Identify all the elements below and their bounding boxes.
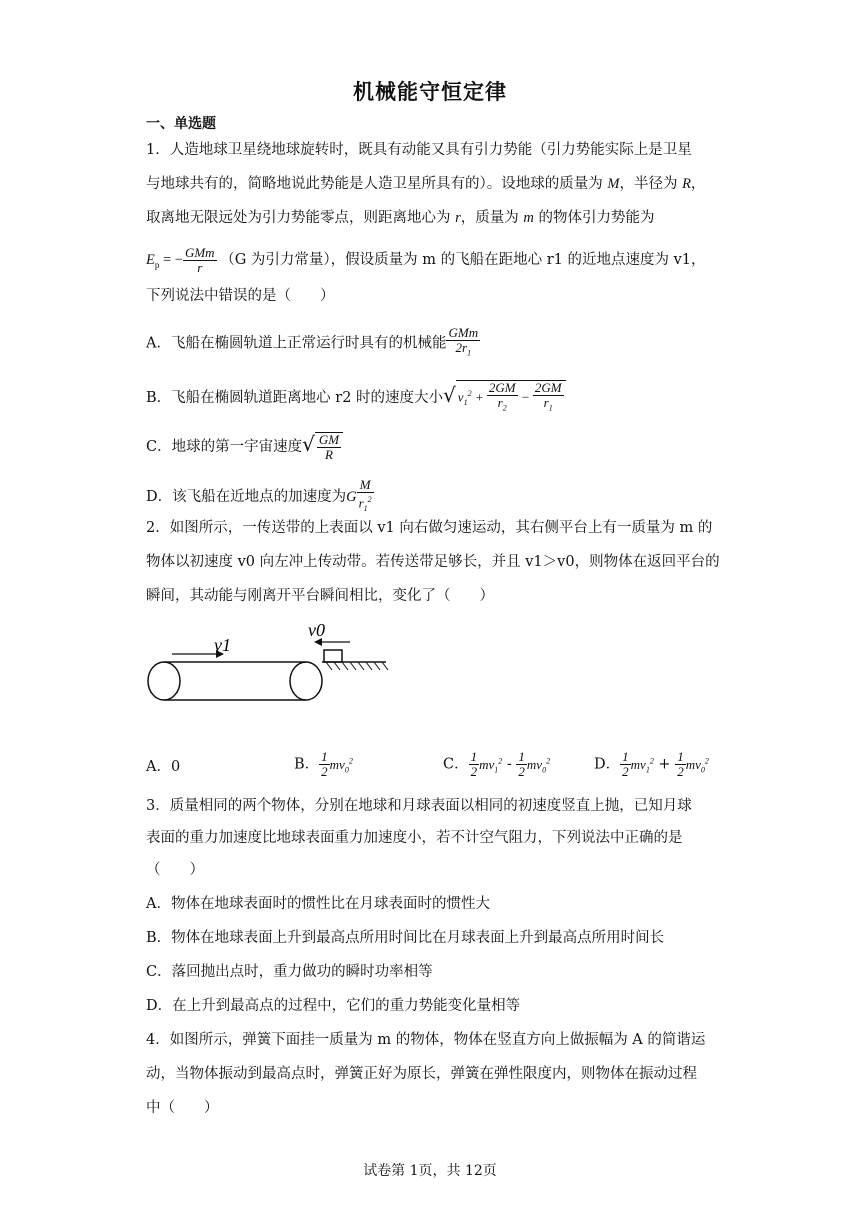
q3-line3: （ ） — [146, 862, 204, 878]
q1-option-d: D．该飞船在近地点的加速度为G $\frac{M}{r_1^2}$ — [146, 477, 372, 513]
q1-line4: $E_p$ = − $\frac{\text{GMm}}{r}$ （G 为引力常量），假设质量为 m 的飞船在距地心 r1 的近地点速度为 v1， — [146, 245, 706, 275]
q2-option-a: A．0 — [146, 759, 181, 775]
q3-option-c: C．落回抛出点时，重力做功的瞬时功率相等 — [146, 964, 433, 980]
block — [324, 650, 342, 662]
q2-line1: 2．如图所示，一传送带的上表面以 v1 向右做匀速运动，其右侧平台上有一质量为 m 的 — [146, 520, 713, 536]
q1-line5: 下列说法中错误的是（ ） — [146, 288, 335, 304]
q1-line3: 取离地无限远处为引力势能零点，则距离地心为 r，质量为 m 的物体引力势能为 — [146, 210, 655, 226]
q3-line2: 表面的重力加速度比地球表面重力加速度小，若不计空气阻力，下列说法中正确的是 — [146, 830, 683, 846]
conveyor-belt-diagram — [146, 618, 396, 708]
page-title: 机械能守恒定律 — [353, 80, 507, 104]
platform-hatching — [326, 662, 388, 670]
q2-option-c: C． $\frac{1}{2}$ $mv_1^2$ - $\frac{1}{2}$ $mv_0^2$ — [443, 749, 551, 779]
q1-option-a: A．飞船在椭圆轨道上正常运行时具有的机械能 $\frac{\text{GMm}}{2r_1}$ — [146, 325, 479, 358]
q2-line3: 瞬间，其动能与刚离开平台瞬间相比，变化了（ ） — [146, 588, 494, 604]
q2-option-b: B． $\frac{1}{2}$ $mv_0^2$ — [294, 749, 353, 779]
v1-label: v1 — [214, 635, 231, 655]
q1-line1: 1．人造地球卫星绕地球旋转时，既具有动能又具有引力势能（引力势能实际上是卫星 — [146, 142, 692, 158]
q3-option-d: D．在上升到最高点的过程中，它们的重力势能变化量相等 — [146, 998, 521, 1014]
q2-option-d: D． $\frac{1}{2}$ $mv_1^2$ + $\frac{1}{2}$ $mv_0^2$ — [594, 749, 709, 779]
ep-formula: $E_p$ = − $\frac{\text{GMm}}{r}$ — [146, 245, 215, 275]
q4-line2: 动，当物体振动到最高点时，弹簧正好为原长，弹簧在弹性限度内，则物体在振动过程 — [146, 1066, 697, 1082]
q1-option-b: B．飞船在椭圆轨道距离地心 r2 时的速度大小√ $v_1^2$ + $\frac{2GM}{r_2}$ − $\frac{2GM}{r_1}$ — [146, 380, 566, 416]
right-roller — [290, 662, 322, 700]
q3-option-b: B．物体在地球表面上升到最高点所用时间比在月球表面上升到最高点所用时间长 — [146, 930, 665, 946]
q4-line3: 中（ ） — [146, 1100, 219, 1116]
left-roller — [148, 662, 180, 700]
section-heading: 一、单选题 — [146, 116, 216, 132]
page-footer: 试卷第 1页，共 12页 — [363, 1163, 497, 1179]
q1-option-c: C．地球的第一宇宙速度√ $\frac{GM}{R}$ — [146, 432, 343, 462]
q4-line1: 4．如图所示，弹簧下面挂一质量为 m 的物体，物体在竖直方向上做振幅为 A 的简谐运 — [146, 1032, 706, 1048]
q2-line2: 物体以初速度 v0 向左冲上传动带。若传送带足够长，并且 v1＞v0，则物体在返回平台的 — [146, 554, 720, 570]
q3-line1: 3．质量相同的两个物体，分别在地球和月球表面以相同的初速度竖直上抛，已知月球 — [146, 798, 692, 814]
v0-label: v0 — [308, 620, 325, 640]
q3-option-a: A．物体在地球表面时的惯性比在月球表面时的惯性大 — [146, 896, 490, 912]
q1-line2: 与地球共有的，简略地说此势能是人造卫星所具有的）。设地球的质量为 M，半径为 R， — [146, 176, 706, 192]
